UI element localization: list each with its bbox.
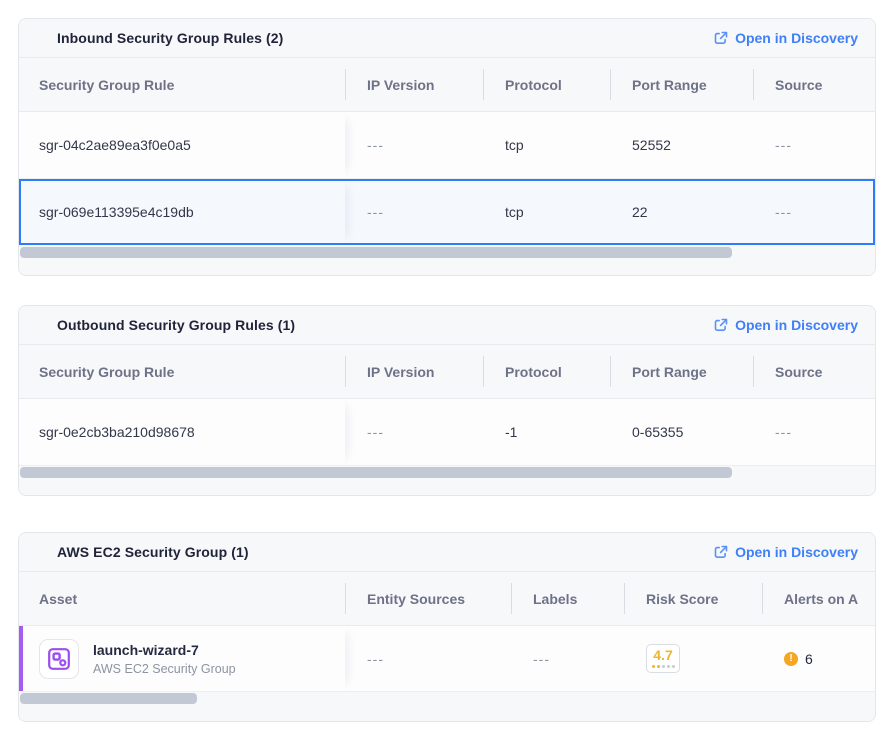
cell-protocol: -1 bbox=[505, 424, 518, 440]
cell-port-range: 0-65355 bbox=[632, 424, 684, 440]
inbound-column-headers bbox=[19, 58, 875, 112]
asset-table-row[interactable] bbox=[19, 626, 875, 692]
outbound-column-headers bbox=[19, 345, 875, 399]
column-header-source: Source bbox=[753, 58, 876, 111]
ec2-card-header bbox=[19, 533, 875, 572]
inbound-open-in-discovery-link[interactable] bbox=[714, 30, 858, 46]
horizontal-scrollbar-track bbox=[19, 246, 875, 259]
ec2-open-in-discovery-link[interactable] bbox=[714, 544, 858, 560]
cell-source: --- bbox=[775, 424, 792, 440]
horizontal-scrollbar-thumb[interactable] bbox=[20, 467, 732, 478]
inbound-rules-card bbox=[18, 18, 876, 276]
column-header-risk-score: Risk Score bbox=[624, 572, 762, 625]
cell-port-range: 52552 bbox=[632, 137, 671, 153]
column-header-protocol: Protocol bbox=[483, 345, 610, 398]
column-header-port-range: Port Range bbox=[610, 58, 753, 111]
risk-score-value: 4.7 bbox=[653, 647, 673, 663]
outbound-card-title: Outbound Security Group Rules (1) bbox=[57, 317, 296, 333]
open-in-discovery-label: Open in Discovery bbox=[735, 30, 858, 46]
cell-protocol: tcp bbox=[505, 204, 524, 220]
table-row[interactable] bbox=[19, 399, 875, 466]
security-group-icon bbox=[39, 639, 79, 679]
horizontal-scrollbar-track bbox=[19, 692, 875, 705]
cell-labels: --- bbox=[533, 650, 550, 667]
cell-risk-score bbox=[624, 626, 762, 691]
column-header-alerts-on-asset: Alerts on A bbox=[762, 572, 876, 625]
external-link-icon bbox=[714, 318, 728, 332]
cell-ip-version: --- bbox=[367, 204, 384, 220]
cell-protocol: tcp bbox=[505, 137, 524, 153]
cell-source: --- bbox=[775, 204, 792, 220]
horizontal-scrollbar-thumb[interactable] bbox=[20, 247, 732, 258]
column-header-asset: Asset bbox=[39, 590, 78, 607]
table-row-selected[interactable] bbox=[19, 179, 875, 246]
column-header-entity-sources: Entity Sources bbox=[345, 572, 511, 625]
column-header-labels: Labels bbox=[511, 572, 624, 625]
cell-port-range: 22 bbox=[632, 204, 648, 220]
inbound-card-title: Inbound Security Group Rules (2) bbox=[57, 30, 284, 46]
column-header-port-range: Port Range bbox=[610, 345, 753, 398]
card-footer bbox=[19, 259, 875, 275]
horizontal-scrollbar-thumb[interactable] bbox=[20, 693, 197, 704]
ec2-column-headers bbox=[19, 572, 875, 626]
horizontal-scrollbar-track bbox=[19, 466, 875, 479]
cell-entity-sources: --- bbox=[367, 650, 384, 667]
cell-security-group-rule: sgr-069e113395e4c19db bbox=[19, 179, 345, 245]
outbound-open-in-discovery-link[interactable] bbox=[714, 317, 858, 333]
card-footer bbox=[19, 705, 875, 721]
column-header-protocol: Protocol bbox=[483, 58, 610, 111]
column-header-security-group-rule: Security Group Rule bbox=[39, 363, 175, 380]
ec2-card-title: AWS EC2 Security Group (1) bbox=[57, 544, 249, 560]
column-header-security-group-rule: Security Group Rule bbox=[39, 76, 175, 93]
card-footer bbox=[19, 479, 875, 495]
cell-asset bbox=[19, 626, 345, 691]
asset-name-link[interactable]: launch-wizard-7 bbox=[93, 642, 199, 659]
cell-security-group-rule: sgr-0e2cb3ba210d98678 bbox=[19, 399, 345, 465]
external-link-icon bbox=[714, 545, 728, 559]
cell-source: --- bbox=[775, 137, 792, 153]
asset-type-label: AWS EC2 Security Group bbox=[93, 661, 236, 676]
risk-score-badge[interactable] bbox=[646, 644, 680, 673]
external-link-icon bbox=[714, 31, 728, 45]
cell-security-group-rule: sgr-04c2ae89ea3f0e0a5 bbox=[19, 112, 345, 178]
outbound-rules-card bbox=[18, 305, 876, 496]
column-header-ip-version: IP Version bbox=[345, 345, 483, 398]
ec2-security-group-card bbox=[18, 532, 876, 722]
open-in-discovery-label: Open in Discovery bbox=[735, 544, 858, 560]
table-row[interactable] bbox=[19, 112, 875, 179]
cell-ip-version: --- bbox=[367, 424, 384, 440]
cell-alerts-on-asset bbox=[762, 626, 876, 691]
risk-score-dots bbox=[647, 665, 679, 668]
column-header-ip-version: IP Version bbox=[345, 58, 483, 111]
cell-ip-version: --- bbox=[367, 137, 384, 153]
alerts-count: 6 bbox=[805, 650, 813, 667]
column-header-source: Source bbox=[753, 345, 876, 398]
open-in-discovery-label: Open in Discovery bbox=[735, 317, 858, 333]
inbound-card-header bbox=[19, 19, 875, 58]
outbound-card-header bbox=[19, 306, 875, 345]
alert-warning-icon: ! bbox=[784, 652, 798, 666]
